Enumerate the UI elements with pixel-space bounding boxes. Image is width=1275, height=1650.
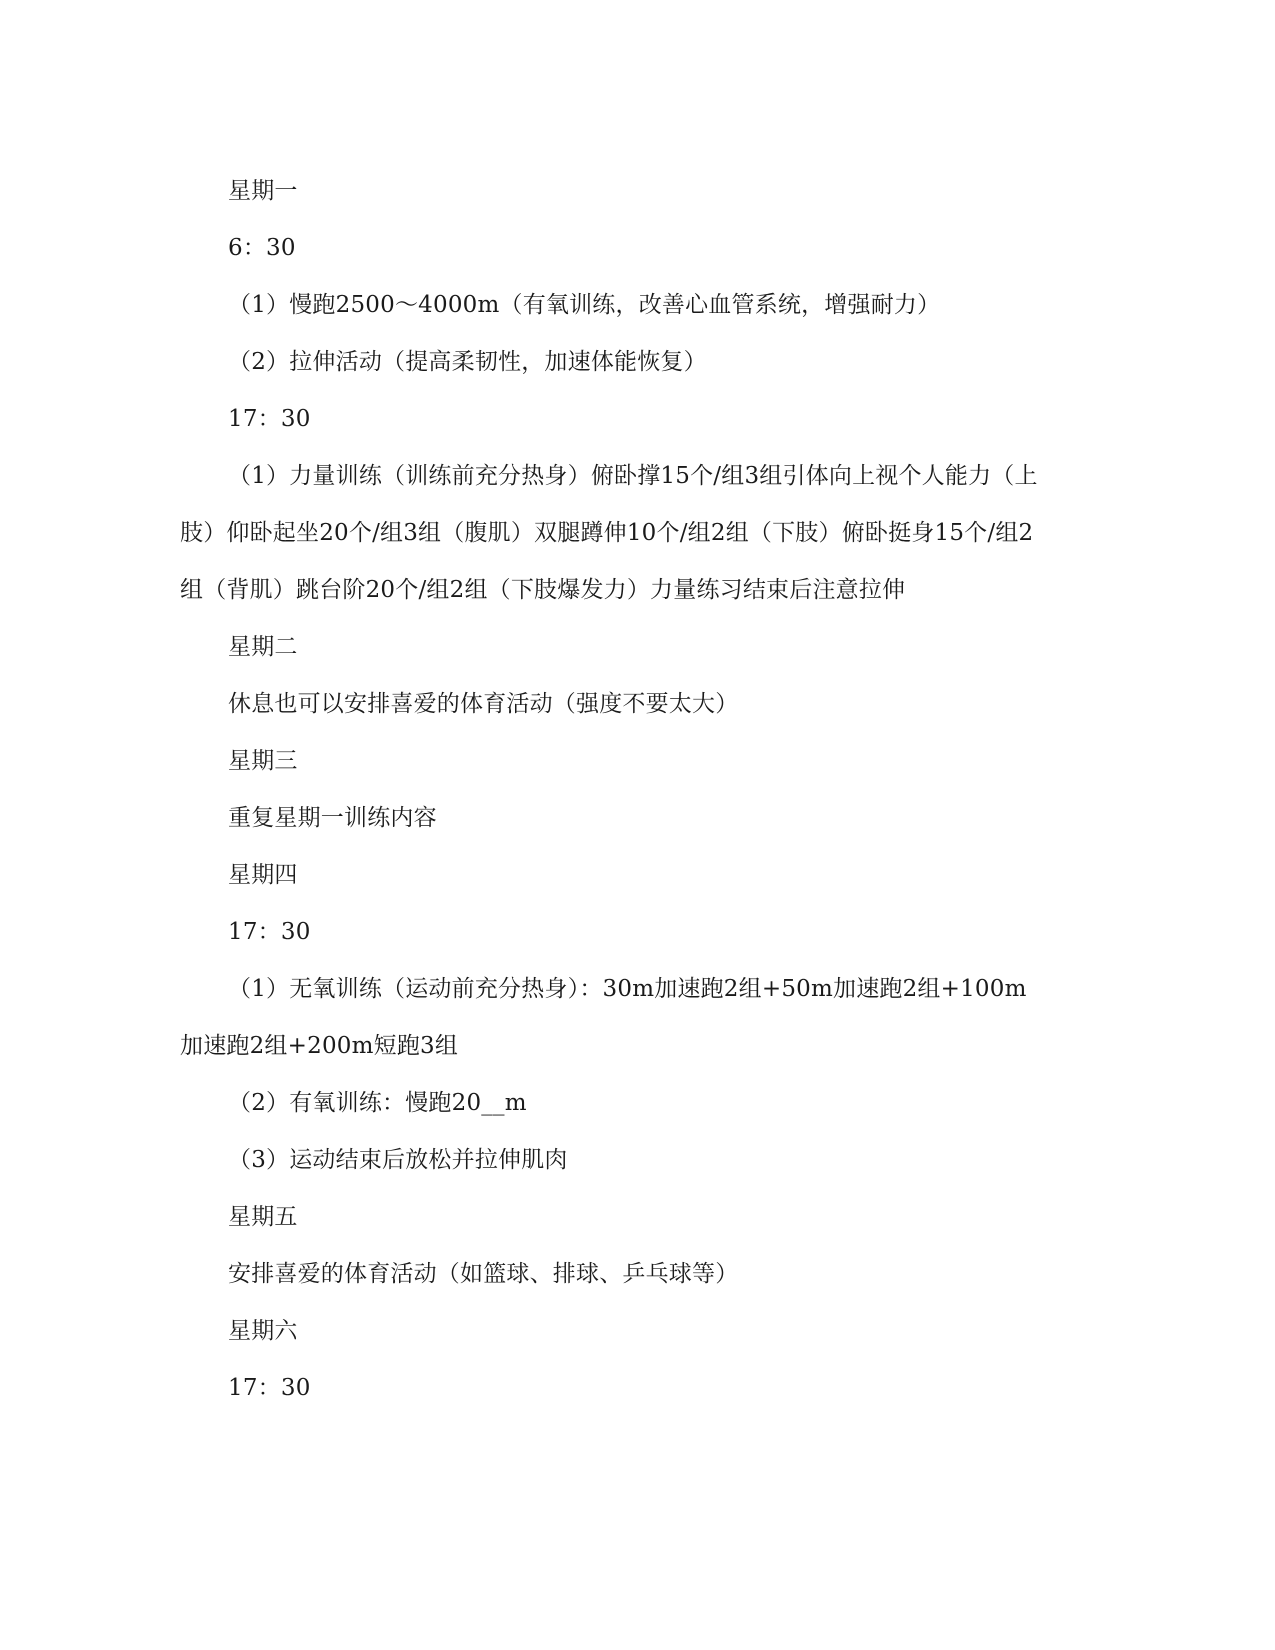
day-heading-saturday: 星期六 [228,1318,298,1344]
training-item: 安排喜爱的体育活动（如篮球、排球、乒乓球等） [228,1261,739,1287]
time-label: 17：30 [228,406,311,432]
training-item: 休息也可以安排喜爱的体育活动（强度不要太大） [228,691,739,717]
time-label: 17：30 [228,1375,311,1401]
day-heading-thursday: 星期四 [228,862,298,888]
training-item: （2）拉伸活动（提高柔韧性，加速体能恢复） [228,349,707,375]
training-item: （1）力量训练（训练前充分热身）俯卧撑15个/组3组引体向上视个人能力（上肢）仰卧起坐20个/组3组（腹肌）双腿蹲伸10个/组2组（下肢）俯卧挺身15个/组2组（背肌）跳台阶20个/组2组（下肢爆发力）力量练习结束后注意拉伸 [180,463,1038,603]
training-item: （3）运动结束后放松并拉伸肌肉 [228,1147,568,1173]
training-item: 重复星期一训练内容 [228,805,437,831]
day-heading-tuesday: 星期二 [228,634,298,660]
time-label: 6：30 [228,235,296,261]
day-heading-wednesday: 星期三 [228,748,298,774]
training-item: （2）有氧训练：慢跑20__m [228,1090,527,1116]
day-heading-monday: 星期一 [228,178,298,204]
time-label: 17：30 [228,919,311,945]
training-item: （1）慢跑2500～4000m（有氧训练，改善心血管系统，增强耐力） [228,292,941,318]
day-heading-friday: 星期五 [228,1204,298,1230]
document-body [180,163,1040,1417]
training-item: （1）无氧训练（运动前充分热身）：30m加速跑2组+50m加速跑2组+100m加速跑2组+200m短跑3组 [180,976,1027,1059]
